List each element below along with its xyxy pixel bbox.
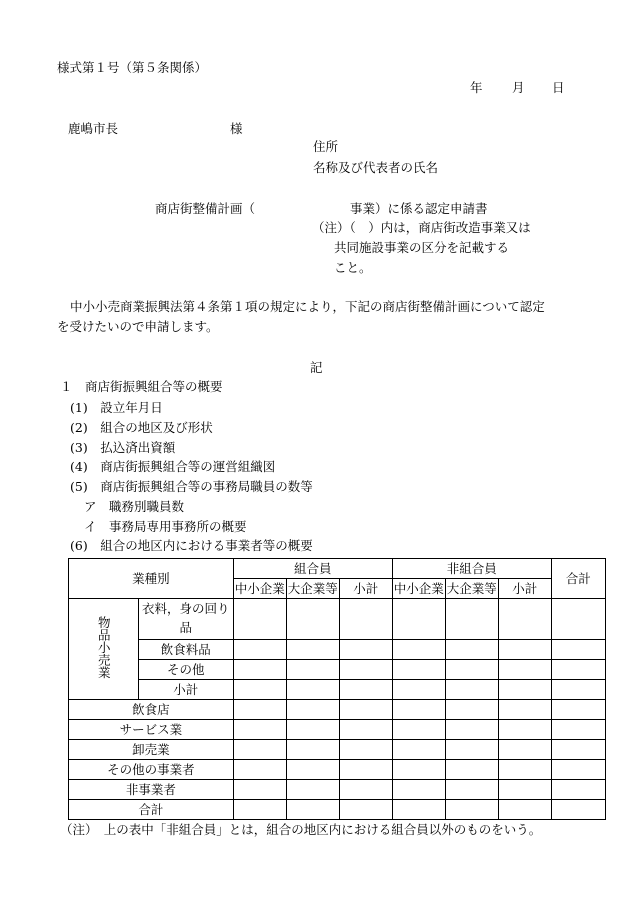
note-top-line-1: （注）（ ）内は，商店街改造事業又は	[312, 220, 531, 235]
addressee-name: 鹿嶋市長	[68, 121, 119, 136]
cell	[551, 700, 605, 720]
cell	[339, 700, 392, 720]
cell	[551, 740, 605, 760]
cell	[445, 800, 498, 820]
cell	[551, 800, 605, 820]
cell	[445, 599, 498, 640]
cell	[551, 599, 605, 640]
cell	[392, 780, 445, 800]
item-6: (6) 組合の地区内における事業者等の概要	[70, 538, 313, 553]
row-label-restaurants: 飲食店	[69, 700, 234, 720]
cell	[339, 640, 392, 660]
cell	[498, 800, 551, 820]
subheader-large: 大企業等	[286, 579, 339, 599]
date-year: 年	[470, 80, 483, 95]
subheader-subtotal: 小計	[498, 579, 551, 599]
cell	[233, 760, 286, 780]
cell	[392, 660, 445, 680]
cell	[286, 640, 339, 660]
cell	[339, 720, 392, 740]
note-bottom: （注） 上の表中「非組合員」とは，組合の地区内における組合員以外のものをいう。	[60, 822, 542, 837]
cell	[392, 800, 445, 820]
cell	[392, 599, 445, 640]
cell	[392, 700, 445, 720]
cell	[445, 760, 498, 780]
cell	[339, 680, 392, 700]
cell	[445, 660, 498, 680]
cell	[233, 660, 286, 680]
cell	[551, 680, 605, 700]
cell	[233, 599, 286, 640]
cell	[498, 599, 551, 640]
cell	[286, 780, 339, 800]
item-2: (2) 組合の地区及び形状	[70, 420, 213, 435]
row-label-services: サービス業	[69, 720, 234, 740]
row-label-other-businesses: その他の事業者	[69, 760, 234, 780]
note-top-line-2: 共同施設事業の区分を記載する	[334, 240, 510, 255]
cell	[233, 640, 286, 660]
cell	[392, 680, 445, 700]
applicant-name-label: 名称及び代表者の氏名	[313, 160, 439, 175]
cell	[551, 760, 605, 780]
cell	[233, 700, 286, 720]
cell	[498, 760, 551, 780]
cell	[339, 760, 392, 780]
cell	[498, 660, 551, 680]
body-line-2: を受けたいので申請します。	[57, 319, 219, 334]
cell	[286, 660, 339, 680]
item-3: (3) 払込済出資額	[70, 440, 176, 455]
header-category: 業種別	[69, 559, 234, 599]
cell	[286, 680, 339, 700]
row-label-total: 合計	[69, 800, 234, 820]
cell	[498, 780, 551, 800]
cell	[233, 720, 286, 740]
applicant-address-label: 住所	[313, 139, 339, 154]
cell	[233, 680, 286, 700]
cell	[498, 700, 551, 720]
cell	[445, 780, 498, 800]
subheader-sme: 中小企業	[392, 579, 445, 599]
cell	[498, 740, 551, 760]
date-day: 日	[552, 80, 565, 95]
cell	[445, 700, 498, 720]
row-label-clothing: 衣料，身の回り品	[138, 599, 233, 640]
subheader-large: 大企業等	[445, 579, 498, 599]
cell	[392, 760, 445, 780]
subitem-a: ア 職務別職員数	[84, 499, 185, 514]
cell	[498, 640, 551, 660]
cell	[445, 720, 498, 740]
cell	[339, 740, 392, 760]
cell	[498, 680, 551, 700]
cell	[286, 599, 339, 640]
cell	[339, 780, 392, 800]
header-nonmembers: 非組合員	[392, 559, 551, 579]
header-members: 組合員	[233, 559, 392, 579]
item-4: (4) 商店街振興組合等の運営組織図	[70, 459, 276, 474]
cell	[339, 800, 392, 820]
row-label-wholesale: 卸売業	[69, 740, 234, 760]
cell	[498, 720, 551, 740]
cell	[551, 660, 605, 680]
cell	[551, 640, 605, 660]
date-month: 月	[512, 80, 525, 95]
cell	[286, 700, 339, 720]
cell	[445, 680, 498, 700]
business-overview-table	[68, 558, 606, 820]
item-1: (1) 設立年月日	[70, 400, 163, 415]
cell	[445, 740, 498, 760]
cell	[286, 760, 339, 780]
cell	[392, 740, 445, 760]
note-top-line-3: こと。	[334, 260, 372, 275]
cell	[233, 780, 286, 800]
subheader-sme: 中小企業	[233, 579, 286, 599]
body-line-1: 中小小売商業振興法第４条第１項の規定により，下記の商店街整備計画について認定	[70, 299, 545, 314]
cell	[233, 800, 286, 820]
header-total: 合計	[551, 559, 605, 599]
cell	[551, 720, 605, 740]
cell	[392, 720, 445, 740]
section-1-heading: １ 商店街振興組合等の概要	[60, 379, 223, 394]
ki-heading: 記	[310, 360, 323, 375]
subitem-i: イ 事務局専用事務所の概要	[84, 519, 247, 534]
cell	[551, 780, 605, 800]
cell	[286, 740, 339, 760]
addressee-honorific: 様	[230, 121, 243, 136]
cell	[339, 660, 392, 680]
document-title-right: 事業）に係る認定申請書	[350, 201, 488, 216]
cell	[286, 800, 339, 820]
row-label-other: その他	[138, 660, 233, 680]
item-5: (5) 商店街振興組合等の事務局職員の数等	[70, 479, 313, 494]
form-number: 様式第１号（第５条関係）	[57, 60, 208, 75]
row-label-food: 飲食料品	[138, 640, 233, 660]
cell	[286, 720, 339, 740]
cell	[392, 640, 445, 660]
row-label-subtotal: 小計	[138, 680, 233, 700]
document-title-left: 商店街整備計画（	[155, 201, 256, 216]
row-label-non-business: 非事業者	[69, 780, 234, 800]
cell	[233, 740, 286, 760]
subheader-subtotal: 小計	[339, 579, 392, 599]
cell	[339, 599, 392, 640]
cell	[445, 640, 498, 660]
group-label-retail: 物品小売業	[69, 599, 139, 700]
